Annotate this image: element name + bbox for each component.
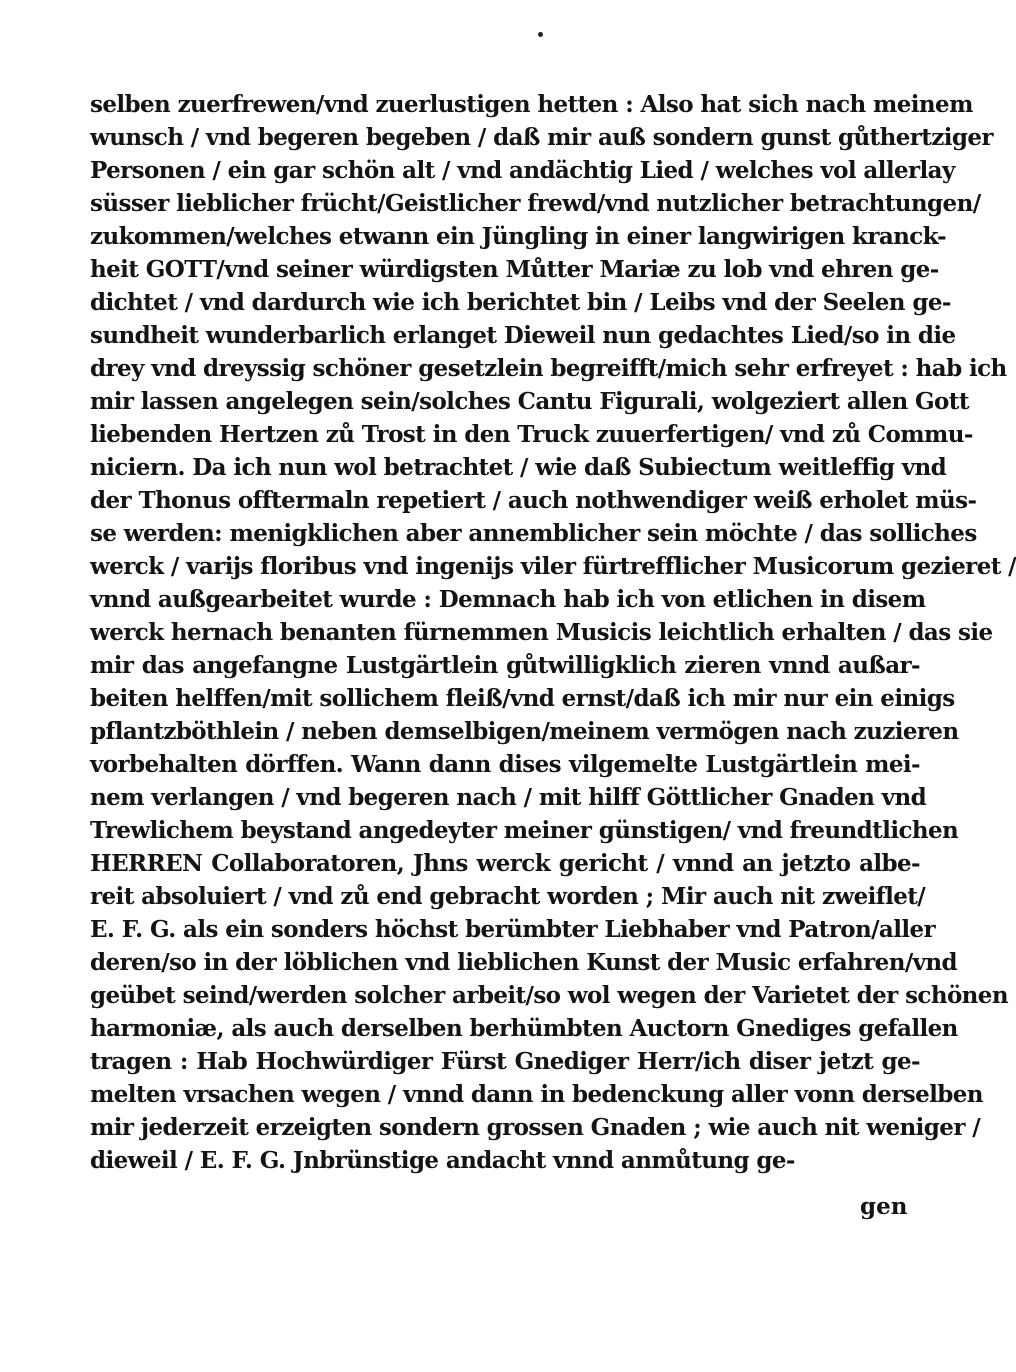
text-line: mir lassen angelegen sein/solches Cantu Figurali, wolgeziert allen Gott	[90, 388, 969, 415]
text-line: sundheit wunderbarlich erlanget Dieweil nun gedachtes Lied/so in die	[90, 322, 956, 349]
text-line: dieweil / E. F. G. Jnbrünstige andacht vnnd anmůtung ge-	[90, 1147, 795, 1174]
text-line: niciern. Da ich nun wol betrachtet / wie daß Subiectum weitleffig vnd	[90, 454, 947, 481]
text-line: harmoniæ, als auch derselben berhümbten Auctorn Gnediges gefallen	[90, 1015, 958, 1042]
text-line: melten vrsachen wegen / vnnd dann in bedenckung aller vonn derselben	[90, 1081, 983, 1108]
text-line: drey vnd dreyssig schöner gesetzlein begreifft/mich sehr erfreyet : hab ich	[90, 355, 1007, 382]
text-line: mir jederzeit erzeigten sondern grossen Gnaden ; wie auch nit weniger /	[90, 1114, 981, 1141]
text-line: werck hernach benanten fürnemmen Musicis leichtlich erhalten / das sie	[90, 619, 993, 646]
text-line: liebenden Hertzen zů Trost in den Truck zuuerfertigen/ vnd zů Commu-	[90, 421, 973, 448]
body-text	[90, 88, 1016, 1177]
text-line: E. F. G. als ein sonders höchst berümbter Liebhaber vnd Patron/aller	[90, 916, 936, 943]
text-line: pflantzböthlein / neben demselbigen/meinem vermögen nach zuzieren	[90, 718, 959, 745]
text-line: deren/so in der löblichen vnd lieblichen Kunst der Music erfahren/vnd	[90, 949, 957, 976]
text-line: vnnd außgearbeitet wurde : Demnach hab ich von etlichen in disem	[90, 586, 926, 613]
text-line: se werden: menigklichen aber annemblicher sein möchte / das solliches	[90, 520, 977, 547]
text-line: süsser lieblicher frücht/Geistlicher frewd/vnd nutzlicher betrachtungen/	[90, 190, 981, 217]
text-line: selben zuerfrewen/vnd zuerlustigen hetten : Also hat sich nach meinem	[90, 91, 973, 118]
text-line: vorbehalten dörffen. Wann dann dises vilgemelte Lustgärtlein mei-	[90, 751, 920, 778]
text-line: heit GOTT/vnd seiner würdigsten Můtter Mariæ zu lob vnd ehren ge-	[90, 256, 939, 283]
text-line: geübet seind/werden solcher arbeit/so wol wegen der Varietet der schönen	[90, 982, 1008, 1009]
text-line: nem verlangen / vnd begeren nach / mit hilff Göttlicher Gnaden vnd	[90, 784, 927, 811]
text-line: Trewlichem beystand angedeyter meiner günstigen/ vnd freundtlichen	[90, 817, 959, 844]
text-line: der Thonus offtermaln repetiert / auch nothwendiger weiß erholet müs-	[90, 487, 977, 514]
text-line: wunsch / vnd begeren begeben / daß mir auß sondern gunst gůthertziger	[90, 124, 993, 151]
text-line: HERREN Collaboratoren, Jhns werck gericht / vnnd an jetzto albe-	[90, 850, 920, 877]
text-line: beiten helffen/mit sollichem fleiß/vnd ernst/daß ich mir nur ein einigs	[90, 685, 955, 712]
text-line: tragen : Hab Hochwürdiger Fürst Gnediger Herr/ich diser jetzt ge-	[90, 1048, 920, 1075]
text-line: reit absoluiert / vnd zů end gebracht worden ; Mir auch nit zweiflet/	[90, 883, 926, 910]
ink-speck	[538, 32, 543, 37]
text-line: zukommen/welches etwann ein Jüngling in einer langwirigen kranck-	[90, 223, 947, 250]
text-line: dichtet / vnd dardurch wie ich berichtet bin / Leibs vnd der Seelen ge-	[90, 289, 951, 316]
catchword: gen	[860, 1193, 908, 1220]
text-line: mir das angefangne Lustgärtlein gůtwilligklich zieren vnnd außar-	[90, 652, 920, 679]
text-line: Personen / ein gar schön alt / vnd andächtig Lied / welches vol allerlay	[90, 157, 955, 184]
text-line: werck / varijs floribus vnd ingenijs viler fürtrefflicher Musicorum gezieret /	[90, 553, 1016, 580]
